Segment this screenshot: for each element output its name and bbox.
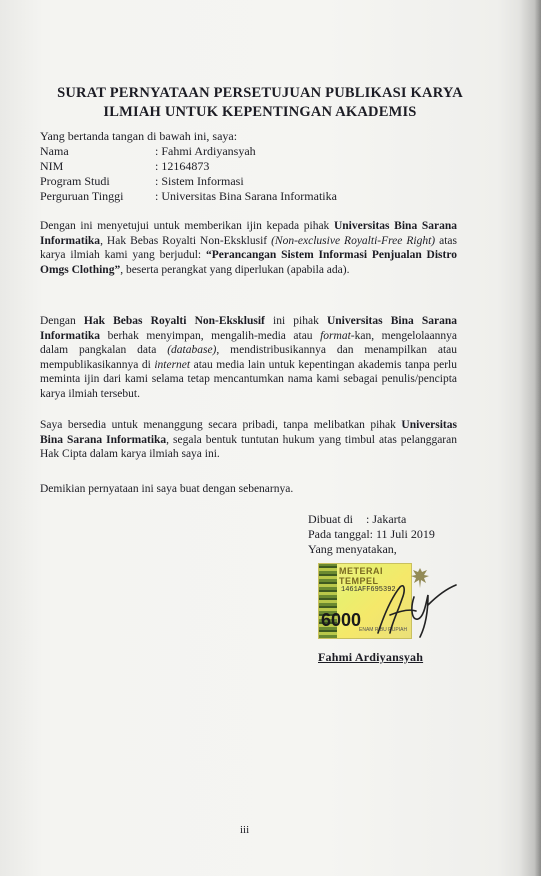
text-run-bold: Universitas Bina Sarana Informatika	[40, 315, 457, 342]
title-line-1: SURAT PERNYATAAN PERSETUJUAN PUBLIKASI KARYA	[57, 85, 463, 101]
identity-table	[40, 144, 337, 204]
sig-place-row	[308, 512, 435, 527]
paragraph-liability	[40, 418, 457, 462]
intro-text: Yang bertanda tangan di bawah ini, saya:	[40, 129, 238, 143]
sig-closing: Yang menyatakan,	[308, 542, 397, 556]
identity-value: : 12164873	[155, 159, 210, 173]
document-title	[40, 84, 480, 122]
text-run: Dengan	[40, 315, 84, 327]
sig-place-label: Dibuat di	[308, 512, 353, 526]
paragraph-rights	[40, 314, 457, 402]
identity-value: : Sistem Informasi	[155, 174, 244, 188]
text-run: atau media lain untuk kepentingan akademis tanpa perlu meminta ijin dari kami selama tetap mencantumkan nama kami sebagai penulis/pencipta karya ilmiah tersebut.	[40, 358, 457, 400]
identity-row-name	[40, 144, 337, 159]
stamp-subtext: ENAM RIBU RUPIAH	[359, 627, 408, 633]
text-run-italic: (database)	[167, 344, 217, 357]
text-run: , mendistribusikannya dan menampilkan atau mempublikasikannya di	[40, 344, 458, 371]
page-number: iii	[240, 824, 250, 836]
signer-name: Fahmi Ardiyansyah	[318, 650, 424, 664]
sig-place-value: : Jakarta	[366, 512, 407, 526]
stamp-amount: 6000	[321, 610, 362, 630]
text-run: , Hak Bebas Royalti Non-Eksklusif	[100, 234, 272, 247]
stamp-serial: 1461AFF695392	[341, 586, 396, 594]
paragraph-closing: Demikian pernyataan ini saya buat dengan sebenarnya.	[40, 483, 294, 495]
identity-row-university	[40, 189, 337, 204]
text-run: Saya bersedia untuk menanggung secara pribadi, tanpa melibatkan pihak	[40, 419, 402, 431]
identity-row-nim	[40, 159, 337, 174]
identity-label: Program Studi	[40, 174, 110, 188]
text-run: -kan, mengelolaannya dalam pangkalan data	[40, 329, 457, 357]
identity-row-program	[40, 174, 337, 189]
stamp-header: METERAI TEMPEL	[339, 566, 383, 586]
identity-label: Perguruan Tinggi	[40, 189, 124, 203]
text-run: , beserta perangkat yang diperlukan (apabila ada).	[120, 263, 350, 276]
text-run: , segala bentuk tuntutan hukum yang timbul atas pelanggaran Hak Cipta dalam karya ilmiah saya ini.	[40, 433, 457, 461]
identity-value: : Fahmi Ardiyansyah	[155, 144, 256, 158]
text-run-italic: format	[320, 329, 351, 342]
identity-label: Nama	[40, 144, 69, 158]
sig-date: Pada tanggal: 11 Juli 2019	[308, 527, 435, 541]
text-run: berhak menyimpan, mengalih-media atau	[100, 329, 321, 342]
thesis-title: “Perancangan Sistem Informasi Penjualan Distro Omgs Clothing”	[40, 249, 458, 276]
text-run-italic: internet	[154, 358, 191, 371]
text-run-bold: Hak Bebas Royalti Non-Eksklusif	[83, 315, 265, 327]
text-run-bold: Universitas Bina Sarana Informatika	[40, 220, 457, 247]
text-run: ini pihak	[264, 315, 327, 327]
text-run: atas karya ilmiah kami yang berjudul:	[40, 234, 457, 262]
signature-block	[308, 512, 435, 557]
identity-label: NIM	[40, 159, 64, 173]
text-run-italic: (Non-exclusive Royalti-Free Right)	[271, 234, 436, 247]
identity-value: : Universitas Bina Sarana Informatika	[155, 189, 337, 203]
paragraph-consent	[40, 219, 457, 277]
title-line-2: ILMIAH UNTUK KEPENTINGAN AKADEMIS	[103, 104, 417, 120]
page-edge-shadow	[519, 0, 541, 876]
text-run: Dengan ini menyetujui untuk memberikan ijin kepada pihak	[40, 220, 334, 232]
text-run-bold: Universitas Bina Sarana Informatika	[40, 419, 457, 446]
handwritten-signature-icon	[370, 575, 460, 645]
